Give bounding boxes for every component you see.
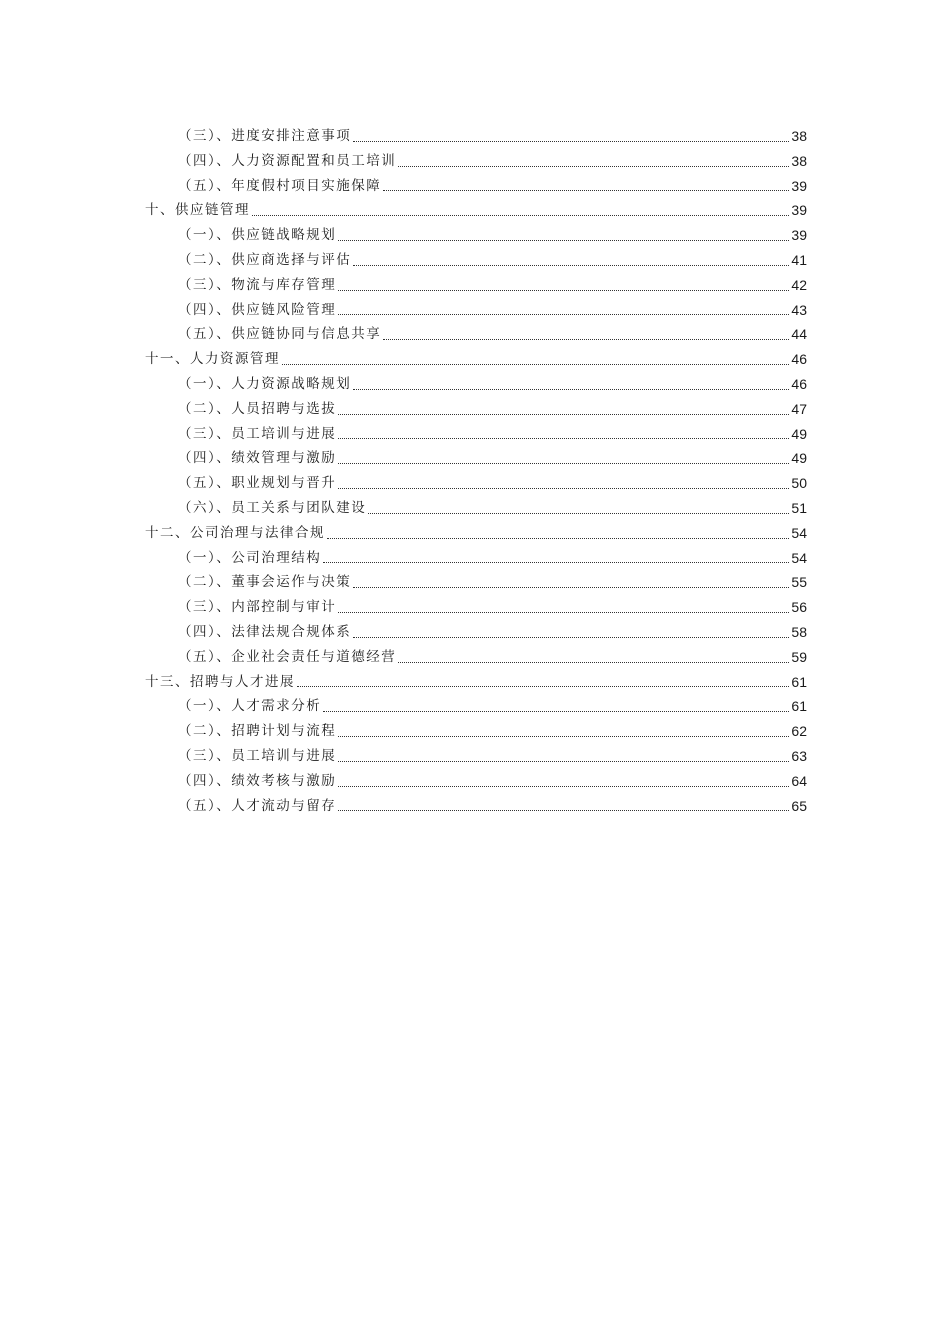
toc-entry-title: （四）、绩效管理与激励 (178, 450, 337, 467)
toc-dot-leader (338, 290, 789, 291)
toc-entry-title: （五）、企业社会责任与道德经营 (178, 648, 397, 665)
toc-page-number: 63 (791, 747, 807, 764)
toc-entry-title: （五）、供应链协同与信息共享 (178, 326, 382, 343)
toc-entry[interactable] (145, 298, 807, 323)
toc-entry-title: （一）、人力资源战略规划 (178, 375, 352, 392)
toc-dot-leader (338, 240, 789, 241)
toc-entry[interactable] (145, 322, 807, 347)
toc-dot-leader (383, 339, 789, 340)
toc-page-number: 46 (791, 375, 807, 392)
toc-page-number: 56 (791, 599, 807, 616)
toc-entry-title: （五）、年度假村项目实施保障 (178, 177, 382, 194)
toc-entry[interactable] (145, 248, 807, 273)
toc-entry-title: （一）、公司治理结构 (178, 549, 322, 566)
toc-entry-title: （六）、员工关系与团队建设 (178, 499, 367, 516)
toc-entry[interactable] (145, 620, 807, 645)
toc-entry-title: （三）、内部控制与审计 (178, 599, 337, 616)
toc-entry-title: （二）、人员招聘与选拔 (178, 400, 337, 417)
toc-page-number: 54 (791, 524, 807, 541)
toc-dot-leader (338, 810, 789, 811)
toc-entry[interactable] (145, 397, 807, 422)
toc-page-number: 62 (791, 723, 807, 740)
toc-page-number: 54 (791, 549, 807, 566)
toc-entry[interactable] (145, 719, 807, 744)
toc-page-number: 65 (791, 797, 807, 814)
toc-entry-title: （二）、供应商选择与评估 (178, 251, 352, 268)
toc-page-number: 43 (791, 301, 807, 318)
toc-page-number: 38 (791, 152, 807, 169)
toc-dot-leader (338, 314, 789, 315)
toc-entry-title: （四）、人力资源配置和员工培训 (178, 152, 397, 169)
toc-entry-title: 十一、人力资源管理 (145, 351, 280, 368)
toc-dot-leader (398, 166, 789, 167)
toc-page-number: 58 (791, 623, 807, 640)
toc-entry-title: （三）、员工培训与进展 (178, 747, 337, 764)
toc-entry[interactable] (145, 471, 807, 496)
toc-page-number: 41 (791, 251, 807, 268)
toc-entry-title: （三）、员工培训与进展 (178, 425, 337, 442)
toc-entry[interactable] (145, 769, 807, 794)
toc-entry[interactable] (145, 595, 807, 620)
toc-page-number: 44 (791, 326, 807, 343)
toc-entry-title: （四）、绩效考核与激励 (178, 772, 337, 789)
toc-dot-leader (383, 190, 789, 191)
toc-dot-leader (353, 265, 789, 266)
toc-page-number: 39 (791, 177, 807, 194)
toc-entry[interactable] (145, 546, 807, 571)
toc-dot-leader (338, 736, 789, 737)
table-of-contents (145, 124, 807, 818)
toc-entry-title: （一）、人才需求分析 (178, 698, 322, 715)
toc-dot-leader (353, 587, 789, 588)
toc-entry[interactable] (145, 223, 807, 248)
toc-entry-title: 十、供应链管理 (145, 202, 250, 219)
toc-entry[interactable] (145, 496, 807, 521)
toc-entry-title: （二）、董事会运作与决策 (178, 574, 352, 591)
toc-entry-title: （二）、招聘计划与流程 (178, 723, 337, 740)
toc-page-number: 39 (791, 227, 807, 244)
toc-entry-title: （三）、物流与库存管理 (178, 276, 337, 293)
toc-entry-title: （一）、供应链战略规划 (178, 227, 337, 244)
toc-page-number: 49 (791, 450, 807, 467)
toc-dot-leader (338, 786, 789, 787)
toc-entry-title: 十三、招聘与人才进展 (145, 673, 295, 690)
toc-entry-title: （三）、进度安排注意事项 (178, 128, 352, 144)
toc-entry[interactable] (145, 446, 807, 471)
toc-page-number: 61 (791, 673, 807, 690)
toc-entry[interactable] (145, 149, 807, 174)
toc-dot-leader (338, 414, 789, 415)
toc-dot-leader (338, 612, 789, 613)
toc-page-number: 46 (791, 351, 807, 368)
toc-dot-leader (338, 488, 789, 489)
toc-dot-leader (297, 686, 789, 687)
toc-dot-leader (398, 662, 789, 663)
toc-page-number: 47 (791, 400, 807, 417)
toc-dot-leader (353, 141, 789, 142)
toc-page-number: 49 (791, 425, 807, 442)
toc-entry-title: （四）、法律法规合规体系 (178, 623, 352, 640)
toc-entry-title: （四）、供应链风险管理 (178, 301, 337, 318)
toc-page-number: 64 (791, 772, 807, 789)
toc-dot-leader (282, 364, 789, 365)
toc-entry-title: （五）、人才流动与留存 (178, 797, 337, 814)
toc-dot-leader (323, 711, 789, 712)
toc-chapter-entry[interactable] (145, 198, 807, 223)
toc-dot-leader (338, 438, 789, 439)
toc-entry[interactable] (145, 273, 807, 298)
toc-page-number: 39 (791, 202, 807, 219)
toc-dot-leader (338, 761, 789, 762)
toc-page-number: 42 (791, 276, 807, 293)
toc-chapter-entry[interactable] (145, 521, 807, 546)
toc-page-number: 55 (791, 574, 807, 591)
toc-dot-leader (338, 463, 789, 464)
toc-page-number: 61 (791, 698, 807, 715)
toc-dot-leader (353, 389, 789, 390)
toc-dot-leader (353, 637, 789, 638)
toc-entry[interactable] (145, 422, 807, 447)
toc-entry-title: （五）、职业规划与晋升 (178, 475, 337, 492)
toc-page-number: 59 (791, 648, 807, 665)
toc-page-number: 51 (791, 499, 807, 516)
toc-dot-leader (323, 562, 789, 563)
toc-page-number: 50 (791, 475, 807, 492)
toc-entry[interactable] (145, 124, 807, 149)
toc-entry[interactable] (145, 570, 807, 595)
toc-entry[interactable] (145, 372, 807, 397)
toc-entry[interactable] (145, 744, 807, 769)
toc-entry[interactable] (145, 794, 807, 819)
toc-chapter-entry[interactable] (145, 347, 807, 372)
toc-dot-leader (368, 513, 789, 514)
toc-entry[interactable] (145, 645, 807, 670)
toc-entry-title: 十二、公司治理与法律合规 (145, 524, 325, 541)
toc-entry[interactable] (145, 694, 807, 719)
toc-chapter-entry[interactable] (145, 670, 807, 695)
toc-entry[interactable] (145, 174, 807, 199)
toc-page-number: 38 (791, 128, 807, 144)
toc-dot-leader (252, 215, 789, 216)
toc-dot-leader (327, 538, 789, 539)
